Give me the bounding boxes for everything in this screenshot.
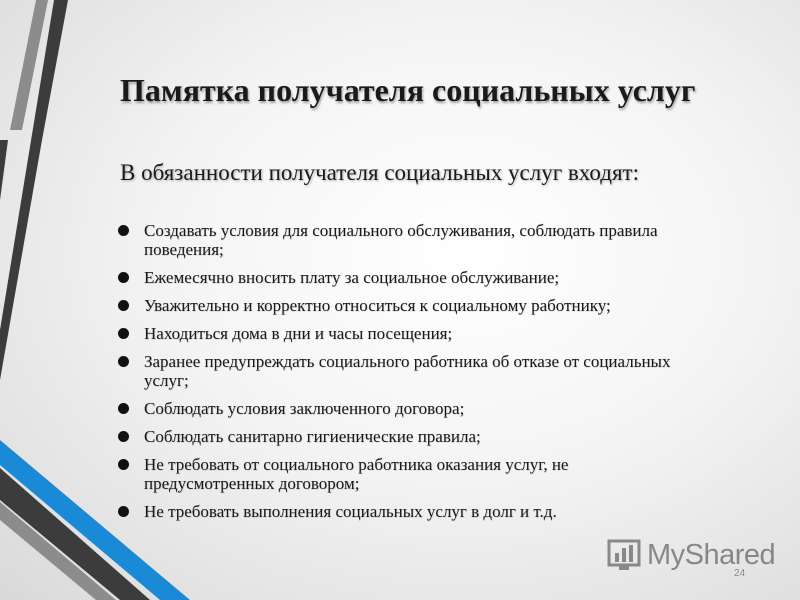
myshared-watermark — [607, 535, 775, 575]
dark-stripe-left — [0, 140, 8, 200]
list-item — [118, 296, 698, 315]
bullet-icon — [118, 225, 129, 236]
list-item — [118, 324, 698, 343]
bullet-icon — [118, 403, 129, 414]
slide-subtitle: В обязанности получателя социальных услуг входят: — [120, 160, 639, 185]
bullet-icon — [118, 459, 129, 470]
duties-list — [118, 221, 698, 530]
page-number: 24 — [734, 568, 746, 579]
bullet-icon — [118, 272, 129, 283]
list-item-text: Соблюдать санитарно гигиенические правила; — [144, 427, 481, 446]
list-item-text: Не требовать от социального работника оказания услуг, не предусмотренных договором; — [144, 455, 569, 493]
list-item — [118, 455, 698, 493]
list-item-text: Не требовать выполнения социальных услуг в долг и т.д. — [144, 502, 557, 521]
list-item — [118, 502, 698, 521]
bullet-icon — [118, 300, 129, 311]
list-item-text: Соблюдать условия заключенного договора; — [144, 399, 465, 418]
bullet-icon — [118, 356, 129, 367]
list-item-text: Находиться дома в дни и часы посещения; — [144, 324, 453, 343]
bullet-icon — [118, 328, 129, 339]
list-item-text: Уважительно и корректно относиться к социальному работнику; — [144, 296, 611, 315]
slide-title: Памятка получателя социальных услуг — [120, 72, 696, 108]
list-item — [118, 352, 698, 390]
list-item — [118, 221, 698, 259]
list-item — [118, 399, 698, 418]
list-item — [118, 268, 698, 287]
list-item-text: Заранее предупреждать социального работника об отказе от социальных услуг; — [144, 352, 671, 390]
bullet-icon — [118, 431, 129, 442]
list-item-text: Создавать условия для социального обслуживания, соблюдать правила поведения; — [144, 221, 658, 259]
list-item — [118, 427, 698, 446]
gray-stripe-bottom — [0, 502, 116, 600]
bullet-icon — [118, 506, 129, 517]
watermark-text: MyShared — [647, 538, 776, 571]
chart-bars-icon — [607, 537, 643, 573]
list-item-text: Ежемесячно вносить плату за социальное обслуживание; — [144, 268, 560, 287]
